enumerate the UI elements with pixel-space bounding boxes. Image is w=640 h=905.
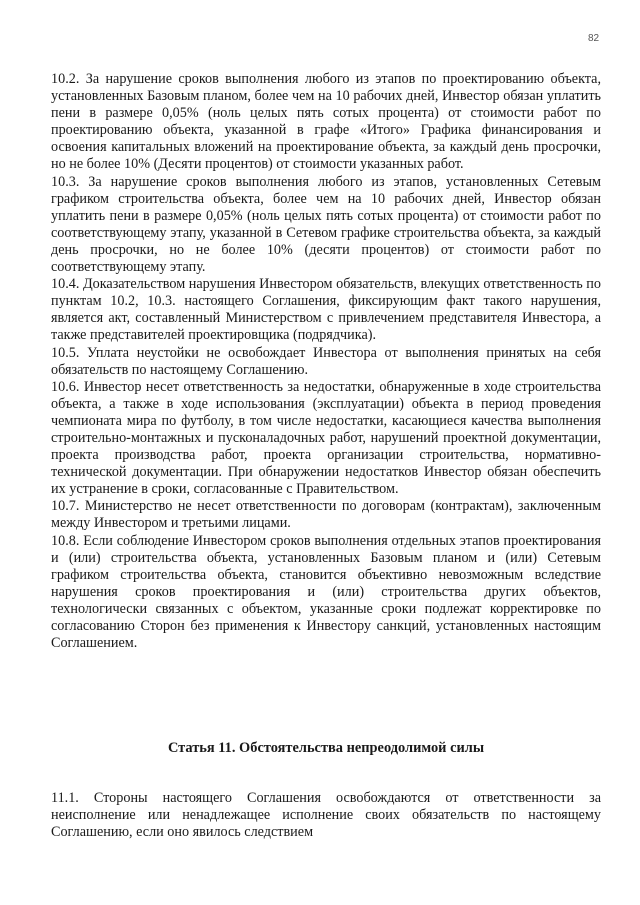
clause-10-2: 10.2. За нарушение сроков выполнения любого из этапов по проектированию объекта, установленных Базовым планом, более чем на 10 рабочих дней, Инвестор обязан уплатить пени в размере 0,05% (ноль целых пять сотых процента) от стоимости работ по проектированию объекта, указанной в графе «Итого» Графика финансирования и освоения капитальных вложений на проектирование объекта, за каждый день просрочки, но не более 10% (Десяти процентов) от стоимости указанных работ.	[51, 71, 601, 173]
clause-10-3: 10.3. За нарушение сроков выполнения любого из этапов, установленных Сетевым графиком строительства объекта, более чем на 10 рабочих дней, Инвестор обязан уплатить пени в размере 0,05% (ноль целых пять сотых процента) от стоимости работ по соответствующему этапу, указанной в Сетевом графике строительства объекта, за каждый день просрочки, но не более 10% (десяти процентов) от стоимости работ по соответствующему этапу.	[51, 173, 601, 276]
clause-10-8: 10.8. Если соблюдение Инвестором сроков выполнения отдельных этапов проектирования и (или) строительства объекта, установленных Базовым планом и (или) Сетевым графиком строительства объекта, становится объективно невозможным вследствие нарушения сроков проектирования и (или) строительства других объектов, технологически связанных с объектом, указанные сроки подлежат корректировке по согласованию Сторон без применения к Инвестору санкций, установленных настоящим Соглашением.	[51, 532, 601, 652]
page-number: 82	[588, 33, 600, 44]
clause-10-4: 10.4. Доказательством нарушения Инвестором обязательств, влекущих ответственность по пунктам 10.2, 10.3. настоящего Соглашения, фиксирующим факт такого нарушения, является акт, составленный Министерством с привлечением представителя Инвестора, а также представителей проектировщика (подрядчика).	[51, 276, 601, 344]
clause-10-6: 10.6. Инвестор несет ответственность за недостатки, обнаруженные в ходе строительства объекта, а также в ходе использования (эксплуатации) объекта в период проведения чемпионата мира по футболу, в том числе недостатки, касающиеся качества выполнения строительно-монтажных и пусконаладочных работ, нарушений проектной документации, проекта производства работ, проекта организации строительства, нормативно-технической документации. При обнаружении недостатков Инвестор обязан обеспечить их устранение в сроки, согласованные с Правительством.	[51, 378, 601, 498]
clause-11-1: 11.1. Стороны настоящего Соглашения освобождаются от ответственности за неисполнение или ненадлежащее исполнение своих обязательств по настоящему Соглашению, если оно явилось следствием	[51, 790, 601, 841]
clause-10-5: 10.5. Уплата неустойки не освобождает Инвестора от выполнения принятых на себя обязательств по настоящему Соглашению.	[51, 344, 601, 378]
article-11-heading: Статья 11. Обстоятельства непреодолимой силы	[167, 740, 485, 756]
clause-10-7: 10.7. Министерство не несет ответственности по договорам (контрактам), заключенным между Инвестором и третьими лицами.	[51, 498, 601, 532]
article-10-body	[51, 71, 601, 652]
